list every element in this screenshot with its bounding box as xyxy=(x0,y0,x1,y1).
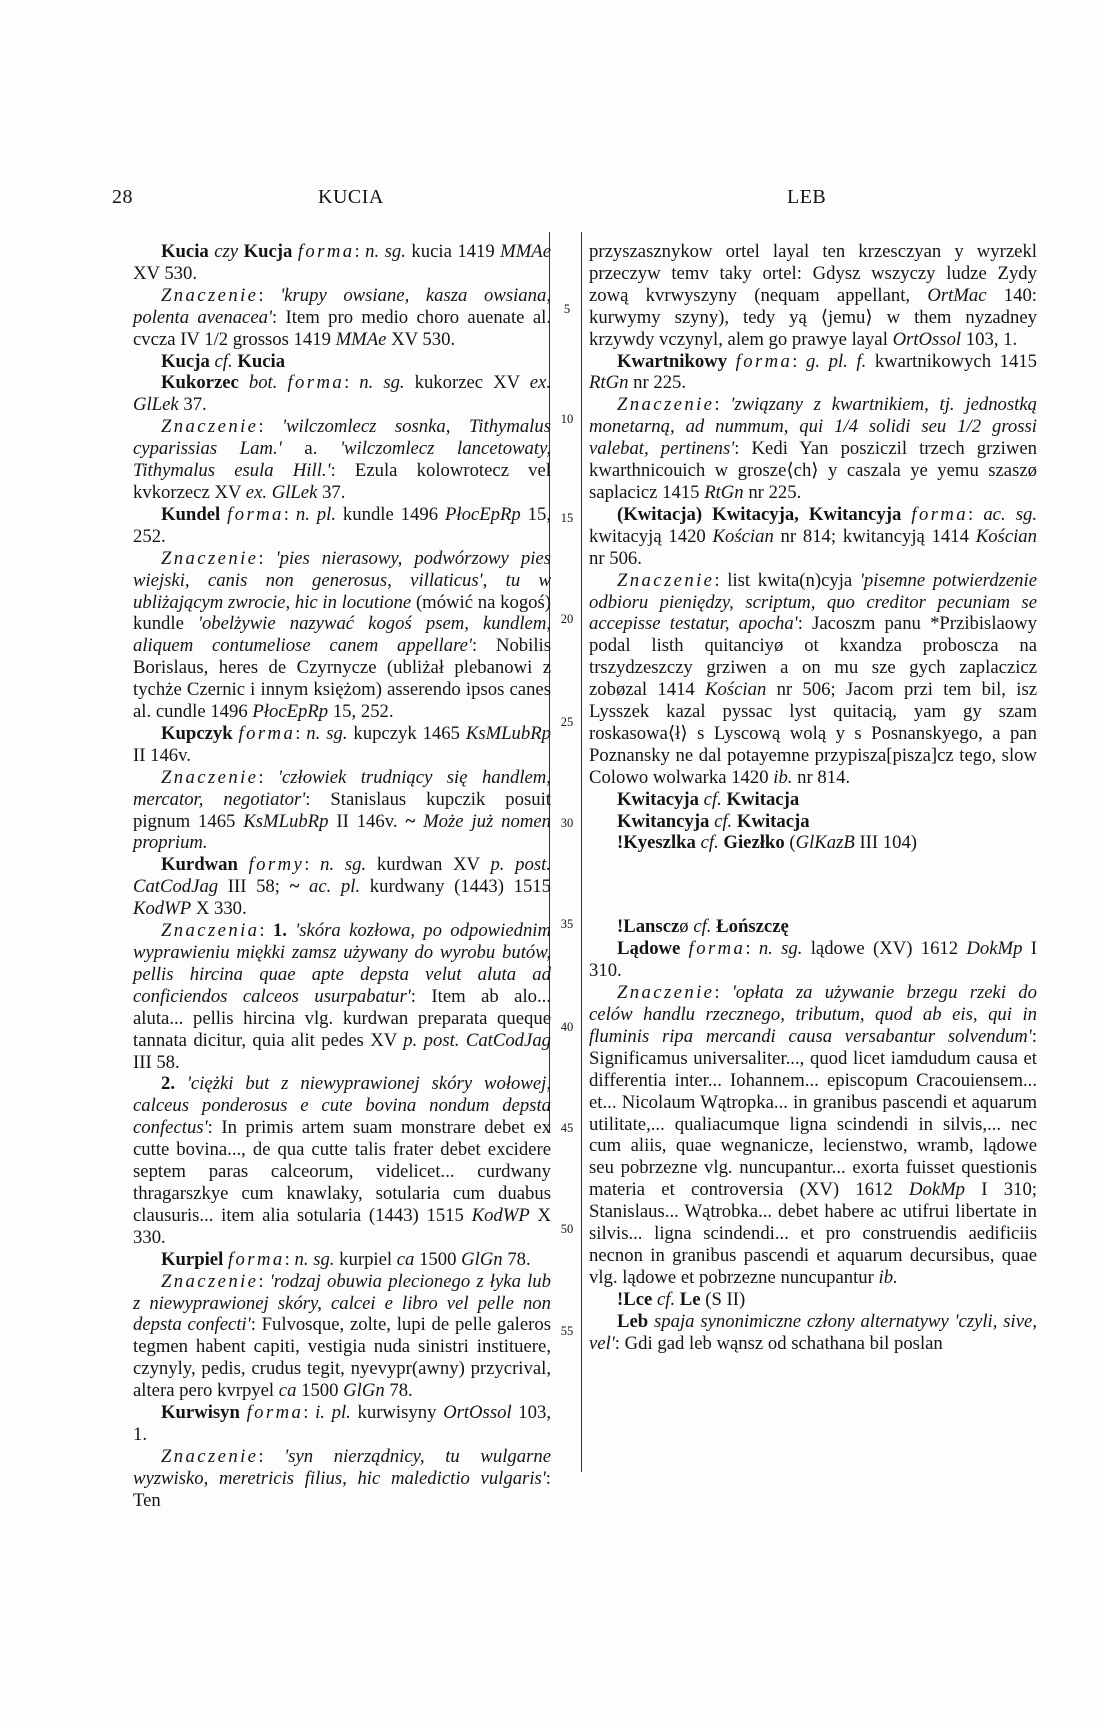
dictionary-paragraph: Kupczyk forma: n. sg. kupczyk 1465 KsMLubRp II 146v. xyxy=(133,722,552,766)
dictionary-paragraph: Kurdwan formy: n. sg. kurdwan XV p. post. CatCodJag III 58; ~ ac. pl. kurdwany (1443) 1515 KodWP X 330. xyxy=(133,854,552,920)
line-number: 15 xyxy=(560,511,574,525)
dictionary-paragraph: Kurpiel forma: n. sg. kurpiel ca 1500 GlGn 78. xyxy=(161,1248,531,1270)
blank-space xyxy=(589,854,1037,916)
column-rule-right xyxy=(581,232,582,1472)
dictionary-paragraph: Kwartnikowy forma: g. pl. f. kwartnikowych 1415 RtGn nr 225. xyxy=(589,350,1038,394)
dictionary-paragraph: (Kwitacja) Kwitacyja, Kwitancyja forma: ac. sg. kwitacyją 1420 Kościan nr 814; kwitancyją 1414 Kościan nr 506. xyxy=(589,503,1038,569)
dictionary-paragraph: Znaczenie: list kwita(n)cyja 'pisemne potwierdzenie odbioru pieniędzy, scriptum, quo creditor pecuniam se accepisse testatur, apocha': Jacoszm panu *Przibislaowy podal listh quitanciyø ot kxandza proboscza na trszydzeszczy grziwen a on mu sze gych zaplaczicz zobøzal 1414 Kościan nr 506; Jacom przi tem bil, isz Lysszek kazal pyssac lyst quitacią, yam gy szam roskasowa⟨ł⟩ s Lyscową wolą y s Posnanskyego, a pan Poznansky ne dal potayemne przypisza[pisza]cz tego, slow Colowo wolwarka 1420 ib. nr 814. xyxy=(589,569,1038,788)
dictionary-paragraph: Znaczenie: 'związany z kwartnikiem, tj. jednostką monetarną, ad nummum, qui 1/4 solidi seu 1/2 grossi valebat, pertinens': Kedi Yan posziczil trzech grziwen kwarthnicouich w grosze⟨ch⟩ y caszala ye yemu szaszø saplacicz 1415 RtGn nr 225. xyxy=(589,394,1037,503)
dictionary-paragraph: !Lansczø cf. Łońszczę xyxy=(617,916,789,938)
dictionary-paragraph: Kurwisyn forma: i. pl. kurwisyny OrtOssol 103, 1. xyxy=(133,1402,552,1445)
line-number: 25 xyxy=(560,715,574,729)
dictionary-paragraph: Kukorzec bot. forma: n. sg. kukorzec XV ex. GlLek 37. xyxy=(133,372,552,416)
dictionary-paragraph: Kwitancyja cf. Kwitacja xyxy=(617,810,810,832)
right-column xyxy=(589,241,1037,1355)
line-number: 35 xyxy=(560,917,574,931)
line-number: 45 xyxy=(560,1121,574,1135)
dictionary-paragraph: Znaczenie: 'wilczomlecz sosnka, Tithymalus cyparissias Lam.' a. 'wilczomlecz lancetowaty, Tithymalus esula Hill.': Ezula kolowrotecz vel kvkorzecz XV ex. GlLek 37. xyxy=(133,416,552,503)
dictionary-paragraph: Leb spaja synonimiczne człony alternatywy 'czyli, sive, vel': Gdi gad leb wąnsz od schathana bil poslan xyxy=(589,1310,1037,1354)
dictionary-paragraph: Znaczenia: 1. 'skóra kozłowa, po odpowiednim wyprawieniu miękki zamsz używany do wyrobu butów, pellis hircina quae apte depsta velut aluta ad conficiendos calceos usurpabatur': Item ab alo... aluta... pellis hircina vlg. kurdwan preparata queque tannata dicitur, quia alit pedes XV p. post. CatCodJag III 58. xyxy=(133,920,552,1073)
running-head-right: LEB xyxy=(787,186,827,208)
dictionary-paragraph: Znaczenie: 'rodzaj obuwia plecionego z łyka lub z niewyprawionej skóry, calcei e libro vel pelle non depsta confecti': Fulvosque, zolte, lupi de pelle galeros tegmen habent capiti, vestigia nuda sinistri instituere, czynyly, pedis, crudus tegit, nyevypr(awny) przycrival, altera pero kvrpyel ca 1500 GlGn 78. xyxy=(133,1270,551,1402)
line-number: 55 xyxy=(560,1324,574,1338)
line-number: 40 xyxy=(560,1020,574,1034)
dictionary-paragraph: !Kyeszlka cf. Giezłko (GlKazB III 104) xyxy=(617,832,918,854)
line-number: 30 xyxy=(560,816,574,830)
running-head-left: KUCIA xyxy=(318,186,384,208)
line-number: 5 xyxy=(563,302,571,316)
dictionary-paragraph: Kucia czy Kucja forma: n. sg. kucia 1419 MMAe XV 530. xyxy=(133,241,552,284)
dictionary-paragraph: Znaczenie: 'opłata za używanie brzegu rzeki do celów handlu rzecznego, tributum, quod ab eis, qui in fluminis ripa mercandi causa versabantur solvendum': Significamus universaliter..., quod licet iamdudum causa et differentia inter... Iohannem... episcopum Cracouiensem... et... Nicolaum Wątropka... in granibus pascendi et aquarum utilitate,... qualiacumque ligna scindendi in silvis,... nec cum aliis, quae wegnanicze, lecienstwo, wramb, lądowe seu pobrzezne vlg. nuncupantur... exorta fuisset questionis materia et controversia (XV) 1612 DokMp I 310; Stanislaus... Wątrobka... debet habere ac utifrui libertate in silvis... ligna scindendi... et pro construendis aedificiis necnon in granibus pascendi et aquarum decursibus, quae vlg. lądowe et pobrzezne nuncupantur ib. xyxy=(589,982,1037,1288)
dictionary-paragraph: 2. 'ciężki but z niewyprawionej skóry wołowej, calceus ponderosus e cute bovina nondum depsta confectus': In primis artem suam monstrare debet ex cutte bovina..., de qua cutte talis frater debet excidere septem paras calceorum, videlicet... curdwany thragarszkye cum knawlaky, sotularia cum duabus clausuris... item alia sotularia (1443) 1515 KodWP X 330. xyxy=(133,1073,552,1248)
dictionary-paragraph: Lądowe forma: n. sg. lądowe (XV) 1612 DokMp I 310. xyxy=(589,938,1037,982)
dictionary-paragraph: Kwitacyja cf. Kwitacja xyxy=(617,788,800,810)
dictionary-paragraph: Znaczenie: 'człowiek trudniący się handlem, mercator, negotiator': Stanislaus kupczik posuit pignum 1465 KsMLubRp II 146v. ~ Może już nomen proprium. xyxy=(133,766,551,854)
page-number: 28 xyxy=(112,186,133,208)
dictionary-paragraph: Kundel forma: n. pl. kundle 1496 PłocEpRp 15, 252. xyxy=(133,503,551,547)
left-column xyxy=(133,241,551,1512)
dictionary-paragraph: przyszasznykow ortel layal ten krzesczyan y wyrzekl przeczyw temv taky ortel: Gdysz wszyczy ludze Zydy zową kvrwyszyny (nequam appellant, OrtMac 140: kurwymy szyny), tedy yą ⟨jemu⟩ w them nyzadney krzywdy vczynyl, alem go prawye layal OrtOssol 103, 1. xyxy=(589,241,1037,350)
dictionary-paragraph: Znaczenie: 'syn nierządnicy, tu wulgarne wyzwisko, meretricis filius, hic maledictio vulgaris': Ten xyxy=(133,1445,551,1511)
line-number: 10 xyxy=(560,412,574,426)
dictionary-paragraph: !Lce cf. Le (S II) xyxy=(617,1288,746,1310)
line-number: 50 xyxy=(560,1222,574,1236)
dictionary-paragraph: Znaczenie: 'krupy owsiane, kasza owsiana, polenta avenacea': Item pro medio choro auenate al. cvcza IV 1/2 grossos 1419 MMAe XV 530. xyxy=(133,284,551,350)
dictionary-paragraph: Kucja cf. Kucia xyxy=(161,350,286,372)
dictionary-paragraph: Znaczenie: 'pies nierasowy, podwórzowy pies wiejski, canis non generosus, villaticus', tu w ubliżającym zwrocie, hic in locutione (mówić na kogoś) kundle 'obelżywie nazywać kogoś psem, kundlem, aliquem contumeliose canem appellare': Nobilis Borislaus, heres de Czyrnycze (ubliżał plebanowi z tychże Czernic i innym księżom) asserendo ipsos canes al. cundle 1496 PłocEpRp 15, 252. xyxy=(133,547,552,723)
line-number: 20 xyxy=(560,612,574,626)
